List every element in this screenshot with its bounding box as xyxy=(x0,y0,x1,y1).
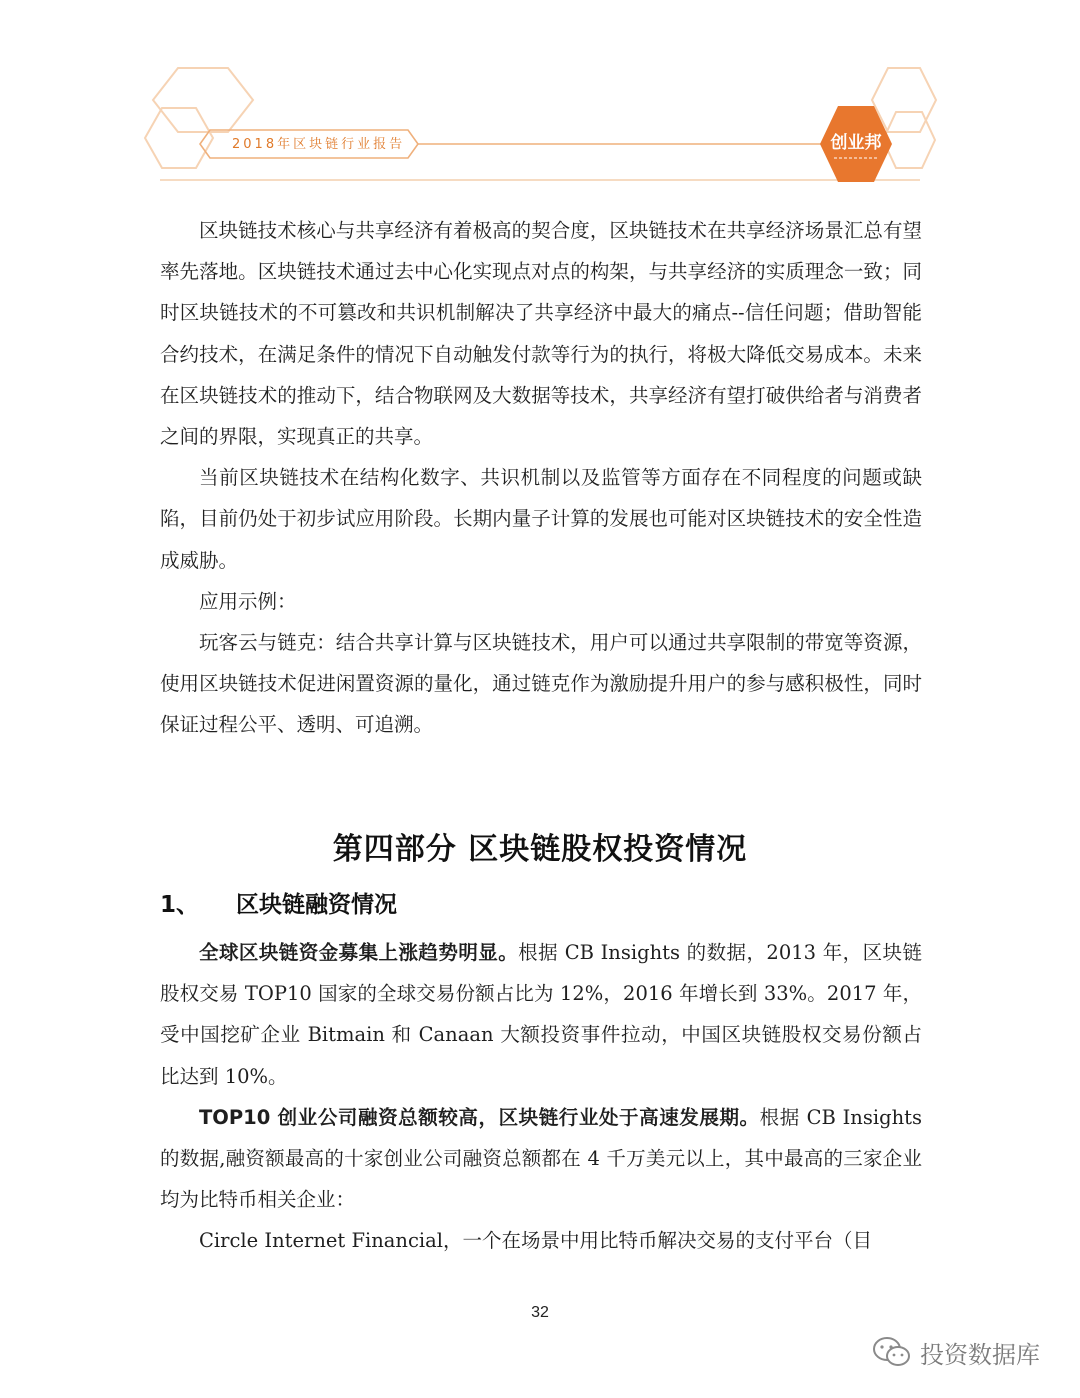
paragraph-body: 根据 CB Insights 的数据,融资额最高的十家创业公司融资总额都在 4 千万美元以上，其中最高的三家企业均为比特币相关企业： xyxy=(160,1105,922,1212)
section-title: 第四部分 区块链股权投资情况 xyxy=(332,832,748,867)
paragraph: 玩客云与链克：结合共享计算与区块链技术，用户可以通过共享限制的带宽等资源，使用区块链技术促进闲置资源的量化，通过链克作为激励提升用户的参与感积极性，同时保证过程公平、透明、可追溯。 xyxy=(160,631,922,737)
page-number: 32 xyxy=(531,1304,549,1321)
watermark xyxy=(872,1332,1040,1372)
subsection-heading xyxy=(160,886,397,919)
paragraph: 应用示例： xyxy=(199,589,297,613)
header-decoration xyxy=(0,0,1080,200)
page-header xyxy=(0,0,1080,200)
report-title: 2018年区块链行业报告 xyxy=(232,137,406,152)
subsection-number: 1、 xyxy=(160,892,200,918)
body-text xyxy=(160,210,922,746)
paragraph-body: 根据 CB Insights 的数据，2013 年，区块链股权交易 TOP10 国家的全球交易份额占比为 12%，2016 年增长到 33%。2017 年，受中国挖矿企业 Bitmain 和 Canaan 大额投资事件拉动，中国区块链股权交易份额占比达到 10%。 xyxy=(160,941,922,1088)
paragraph: 区块链技术核心与共享经济有着极高的契合度，区块链技术在共享经济场景汇总有望率先落地。区块链技术通过去中心化实现点对点的构架，与共享经济的实质理念一致；同时区块链技术的不可篡改和共识机制解决了共享经济中最大的痛点--信任问题；借助智能合约技术，在满足条件的情况下自动触发付款等行为的执行，将极大降低交易成本。未来在区块链技术的推动下，结合物联网及大数据等技术，共享经济有望打破供给者与消费者之间的界限，实现真正的共享。 xyxy=(160,219,922,449)
wechat-icon xyxy=(872,1335,912,1369)
paragraph xyxy=(160,1220,922,1261)
subsection-title: 区块链融资情况 xyxy=(236,892,397,918)
paragraph-lead: TOP10 创业公司融资总额较高，区块链行业处于高速发展期。 xyxy=(199,1105,760,1129)
paragraph xyxy=(160,1097,922,1221)
paragraph: 当前区块链技术在结构化数字、共识机制以及监管等方面存在不同程度的问题或缺陷，目前仍处于初步试应用阶段。长期内量子计算的发展也可能对区块链技术的安全性造成威胁。 xyxy=(160,466,922,572)
paragraph-body: Circle Internet Financial，一个在场景中用比特币解决交易的支付平台（目 xyxy=(199,1229,872,1253)
paragraph-lead: 全球区块链资金募集上涨趋势明显。 xyxy=(199,941,519,964)
brand-logo: 创业邦 xyxy=(830,133,882,153)
watermark-text: 投资数据库 xyxy=(920,1340,1040,1369)
paragraph xyxy=(160,932,922,1097)
body-text-section xyxy=(160,932,922,1262)
